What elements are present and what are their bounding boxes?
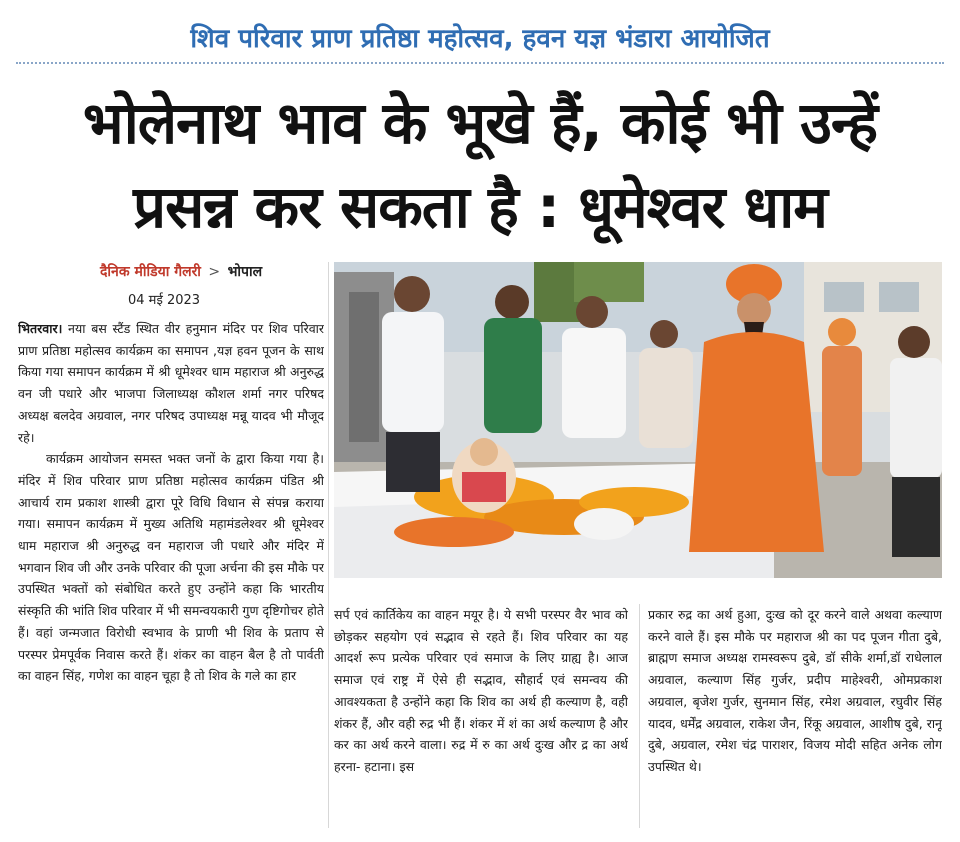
headline-line-1: भोलेनाथ भाव के भूखे हैं, कोई भी उन्हें	[82, 89, 878, 157]
headline-line-2: प्रसन्न कर सकता है : धूमेश्वर धाम	[133, 173, 827, 241]
article-date: 04 मई 2023	[128, 293, 201, 308]
kicker-divider	[16, 62, 944, 64]
article-column-3: प्रकार रुद्र का अर्थ हुआ, दुःख को दूर करने वाले अथवा कल्याण करने वाले हैं। इस मौके पर महाराज श्री का पद पूजन गीता दुबे, ब्राह्मण समाज अध्यक्ष रामस्वरूप दुबे, डॉ सीके शर्मा,डॉ राधेलाल अग्रवाल, कल्याण सिंह गुर्जर, प्रदीप माहेश्वरी, ओमप्रकाश अग्रवाल, बृजेश गुर्जर, सुनमान सिंह, रमेश अग्रवाल, रघुवीर सिंह यादव, धर्मेंद्र अग्रवाल, राकेश जैन, रिंकू अग्रवाल, आशीष दुबे, रानू दुबे, अग्रवाल, रमेश चंद्र पाराशर, विजय मोदी सहित अनेक लोग उपस्थित थे।	[648, 607, 942, 774]
column-divider	[328, 262, 329, 828]
column-divider	[639, 604, 640, 828]
dateline: भितरवार।	[18, 321, 63, 336]
article-paragraph	[18, 318, 324, 448]
article-column-2: सर्प एवं कार्तिकेय का वाहन मयूर है। ये सभी परस्पर वैर भाव को छोड़कर सहयोग एवं सद्भाव से रहते हैं। शिव परिवार का यह आदर्श रूप प्रत्येक परिवार एवं समाज के लिए ग्राह्य है। आज समाज एवं राष्ट्र में ऐसे ही सद्भाव, सौहार्द एवं समन्वय की आवश्यकता है उन्होंने कहा कि शिव का अर्थ ही कल्याण है, वही शंकर हैं, और वही रुद्र भी हैं। शंकर में शं का अर्थ कल्याण है और कर का अर्थ करने वाला। रुद्र में रु का अर्थ दुःख और द्र का अर्थ हरना- हटाना। इस	[334, 607, 628, 774]
byline	[100, 262, 262, 282]
kicker-headline: शिव परिवार प्राण प्रतिष्ठा महोत्सव, हवन यज्ञ भंडारा आयोजित	[190, 24, 770, 54]
byline-city: भोपाल	[227, 264, 263, 280]
byline-separator: >	[208, 264, 221, 280]
article-column-1	[18, 318, 324, 828]
paragraph-text: नया बस स्टैंड स्थित वीर हनुमान मंदिर पर शिव परिवार प्राण प्रतिष्ठा महोत्सव कार्यक्रम का समापन ,यज्ञ हवन पूजन के साथ किया गया समापन कार्यक्रम में श्री धूमेश्वर धाम महाराज श्री अनुरुद्ध वन जी पधारे और भाजपा जिलाध्यक्ष कौशल शर्मा नगर परिषद अध्यक्ष बलदेव अग्रवाल, नगर परिषद उपाध्यक्ष मन्नू यादव भी मौजूद रहे।	[18, 321, 324, 445]
event-photo	[334, 262, 942, 578]
byline-source: दैनिक मीडिया गैलरी	[100, 264, 201, 280]
article-paragraph: कार्यक्रम आयोजन समस्त भक्त जनों के द्वारा किया गया है। मंदिर में शिव परिवार प्राण प्रतिष्ठा महोत्सव कार्यक्रम पंडित श्री आचार्य राम प्रकाश शास्त्री द्वारा पूरे विधि विधान से संपन्न कराया गया। समापन कार्यक्रम में मुख्य अतिथि महामंडलेश्वर श्री धूमेश्वर धाम महाराज श्री अनुरुद्ध वन महाराज जी पधारे और मंदिर में भगवान शिव जी और उनके परिवार की पूजा अर्चना की इस मौके पर उपस्थित भक्तों को संबोधित करते हुए उन्होंने कहा कि भारतीय संस्कृति की भांति शिव परिवार में भी समन्वयकारी गुण दृष्टिगोचर होते हैं। वहां जन्मजात विरोधी स्वभाव के प्राणी भी शिव के प्रताप से परस्पर प्रेमपूर्वक निवास करते हैं। शंकर का वाहन बैल है तो पार्वती का वाहन सिंह, गणेश का वाहन चूहा है तो शिव के गले का हार	[18, 451, 324, 684]
